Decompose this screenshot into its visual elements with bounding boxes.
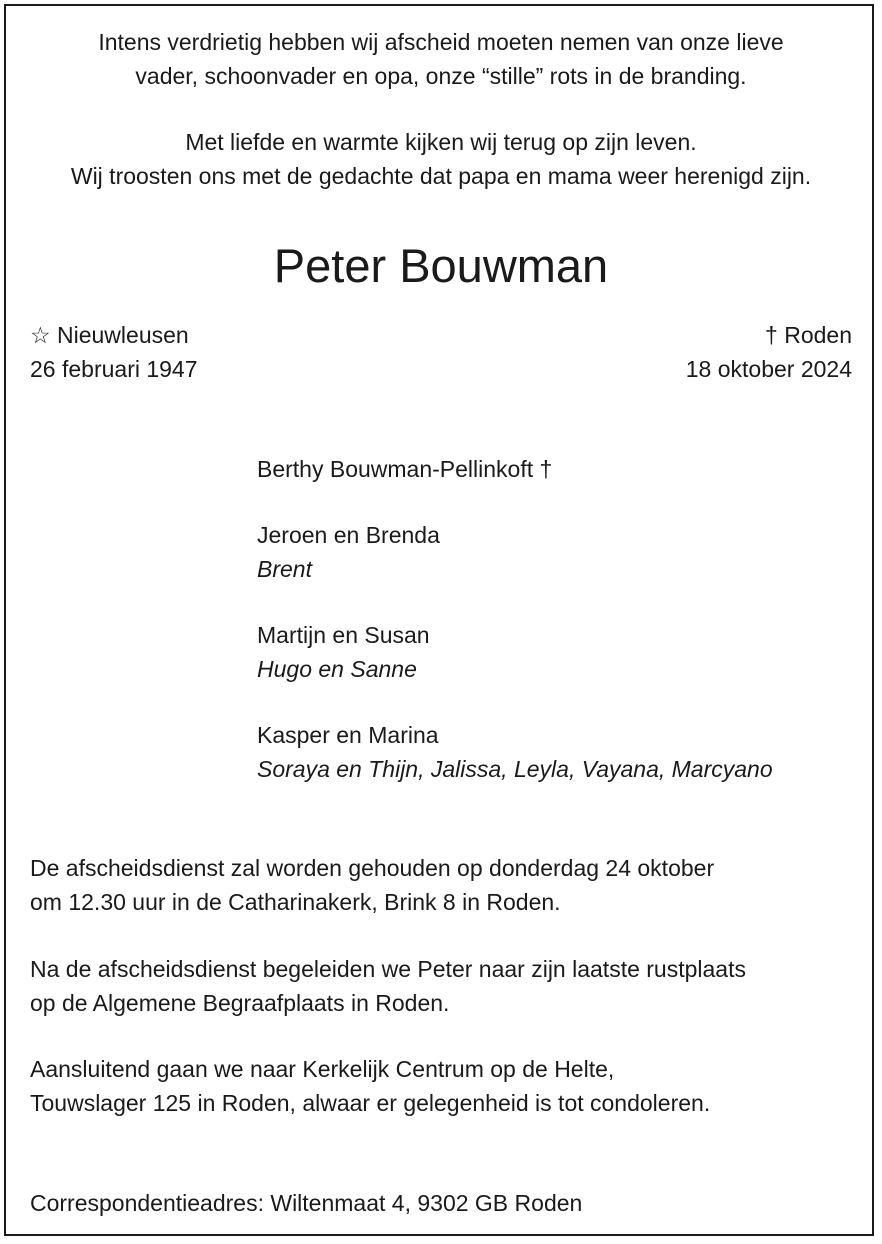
family-parents-3: Kasper en Marina: [257, 722, 439, 748]
intro-line-3: Met liefde en warmte kijken wij terug op zijn leven.: [185, 129, 697, 155]
deceased-name: Peter Bouwman: [273, 239, 609, 292]
family-children-1: Brent: [257, 556, 312, 582]
intro-line-2: vader, schoonvader en opa, onze “stille” rots in de branding.: [135, 63, 747, 89]
service-paragraph-2-line-1: Na de afscheidsdienst begeleiden we Peter naar zijn laatste rustplaats: [30, 956, 746, 982]
intro-line-1: Intens verdrietig hebben wij afscheid moeten nemen van onze lieve: [98, 29, 784, 55]
service-paragraph-2-line-2: op de Algemene Begraafplaats in Roden.: [30, 990, 450, 1016]
family-parents-1: Jeroen en Brenda: [257, 522, 440, 548]
family-children-2: Hugo en Sanne: [257, 656, 417, 682]
service-paragraph-1-line-1: De afscheidsdienst zal worden gehouden op donderdag 24 oktober: [30, 855, 715, 881]
family-parents-2: Martijn en Susan: [257, 622, 430, 648]
family-children-3: Soraya en Thijn, Jalissa, Leyla, Vayana, Marcyano: [257, 756, 773, 782]
intro-line-4: Wij troosten ons met de gedachte dat papa en mama weer herenigd zijn.: [70, 163, 812, 189]
spouse-name: Berthy Bouwman-Pellinkoft †: [257, 456, 553, 482]
death-place: † Roden: [765, 322, 852, 348]
birth-place: ☆ Nieuwleusen: [30, 322, 189, 348]
death-date: 18 oktober 2024: [685, 356, 852, 382]
service-paragraph-3-line-2: Touwslager 125 in Roden, alwaar er gelegenheid is tot condoleren.: [30, 1090, 711, 1116]
service-paragraph-1-line-2: om 12.30 uur in de Catharinakerk, Brink 8 in Roden.: [30, 889, 561, 915]
correspondence-address: Correspondentieadres: Wiltenmaat 4, 9302 GB Roden: [30, 1190, 583, 1216]
birth-date: 26 februari 1947: [30, 356, 198, 382]
service-paragraph-3-line-1: Aansluitend gaan we naar Kerkelijk Centrum op de Helte,: [30, 1056, 615, 1082]
